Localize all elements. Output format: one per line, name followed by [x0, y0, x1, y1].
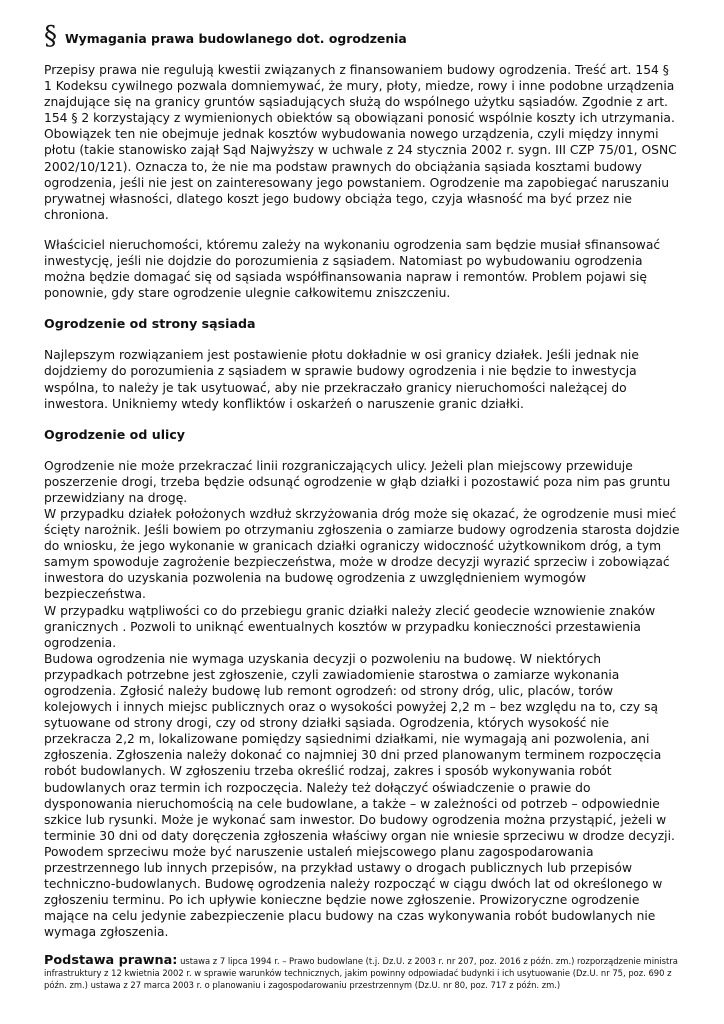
legal-basis-label: Podstawa prawna: [44, 952, 178, 968]
street-paragraph-4: Budowa ogrodzenia nie wymaga uzyskania decyzji o pozwoleniu na budowę. W niektórych przypadkach potrzebne jest zgłoszenie, czyli zawiadomienie starostwa o zamiarze wykonania ogrodzenia. Zgłosić należy budowę lub remont ogrodzeń: od strony dróg, ulic, placów, torów kolejowych i innych miejsc publicznych oraz o wysokości powyżej 2,2 m – bez względu na to, czy są sytuowane od strony drogi, czy od strony działki sąsiada. Ogrodzenia, których wysokość nie przekracza 2,2 m, lokalizowane pomiędzy sąsiednimi działkami, nie wymagają ani pozwolenia, ani zgłoszenia. Zgłoszenia należy dokonać co najmniej 30 dni przed planowanym terminem rozpoczęcia robót budowlanych. W zgłoszeniu trzeba określić rodzaj, zakres i sposób wykonywania robót budowlanych oraz termin ich rozpoczęcia. Należy też dołączyć oświadczenie o prawie do dysponowania nieruchomością na cele budowlane, a także – w zależności od potrzeb – odpowiednie szkice lub rysunki. Może je wykonać sam inwestor. Do budowy ogrodzenia można przystąpić, jeżeli w terminie 30 dni od daty doręczenia zgłoszenia właściwy organ nie wniesie sprzeciwu w drodze decyzji. Powodem sprzeciwu może być naruszenie ustaleń miejscowego planu zagospodarowania przestrzennego lub innych przepisów, na przykład ustawy o drogach publicznych lub przepisów techniczno-budowlanych. Budowę ogrodzenia należy rozpocząć w ciągu dwóch lat od określonego w zgłoszeniu terminu. Po ich upływie konieczne będzie nowe zgłoszenie. Prowizoryczne ogrodzenie mające na celu jedynie zabezpieczenie placu budowy na czas wykonywania robót budowlanych nie wymaga zgłoszenia. [44, 651, 675, 940]
street-paragraph-2: W przypadku działek położonych wzdłuż skrzyżowania dróg może się okazać, że ogrodzenie musi mieć ścięty narożnik. Jeśli bowiem po otrzymaniu zgłoszenia o zamiarze budowy ogrodzenia starosta dojdzie do wniosku, że jego wykonanie w granicach działki ograniczy widoczność użytkownikom dróg, a tym samym spowoduje zagrożenie bezpieczeństwa, może w drodze decyzji wyrazić sprzeciw i zobowiązać inwestora do uzyskania pozwolenia na budowę ogrodzenia z uwzględnieniem wymogów bezpieczeństwa. [44, 506, 680, 602]
intro-paragraph-1: Przepisy prawa nie regulują kwestii związanych z finansowaniem budowy ogrodzenia. Treść art. 154 § 1 Kodeksu cywilnego pozwala domniemywać, że mury, płoty, miedze, rowy i inne podobne urządzenia znajdujące się na granicy gruntów sąsiadujących służą do wspólnego użytku sąsiadów. Zgodnie z art. 154 § 2 korzystający z wymienionych obiektów są obowiązani ponosić wspólnie koszty ich utrzymania. Obowiązek ten nie obejmuje jednak kosztów wybudowania nowego urządzenia, czyli między innymi płotu (takie stanowisko zajął Sąd Najwyższy w uchwale z 24 stycznia 2002 r. sygn. III CZP 75/01, OSNC 2002/10/121). Oznacza to, że nie ma podstaw prawnych do obciążania sąsiada kosztami budowy ogrodzenia, jeśli nie jest on zainteresowany jego powstaniem. Ogrodzenie ma zapobiegać naruszaniu prywatnej własności, dlatego koszt jego budowy obciąża tego, czyja własność ma być przez nie chroniona. [44, 63, 677, 222]
street-paragraph-1: Ogrodzenie nie może przekraczać linii rozgraniczających ulicy. Jeżeli plan miejscowy przewiduje poszerzenie drogi, trzeba będzie odsunąć ogrodzenie w głąb działki i pozostawić poza nim pas gruntu przewidziany na drogę. [44, 458, 671, 505]
street-paragraph-3: W przypadku wątpliwości co do przebiegu granic działki należy zlecić geodecie wznowienie znaków granicznych . Pozwoli to uniknąć ewentualnych kosztów w przypadku konieczności przestawienia ogrodzenia. [44, 603, 656, 650]
intro-paragraph-2: Właściciel nieruchomości, któremu zależy na wykonaniu ogrodzenia sam będzie musiał sfinansować inwestycję, jeśli nie dojdzie do porozumienia z sąsiadem. Natomiast po wybudowaniu ogrodzenia można będzie domagać się od sąsiada współfinansowania napraw i remontów. Problem pojawi się ponownie, gdy stare ogrodzenie ulegnie całkowitemu zniszczeniu. [44, 237, 661, 301]
section-heading-street: Ogrodzenie od ulicy [44, 426, 186, 442]
title-text: Wymagania prawa budowlanego dot. ogrodzenia [65, 31, 407, 46]
paragraph-symbol-icon: § [44, 21, 57, 51]
neighbor-paragraph: Najlepszym rozwiązaniem jest postawienie płotu dokładnie w osi granicy działek. Jeśli jednak nie dojdziemy do porozumienia z sąsiadem w sprawie budowy ogrodzenia i nie będzie to inwestycja wspólna, to należy je tak usytuować, aby nie przekraczało granicy nieruchomości należącej do inwestora. Unikniemy wtedy konfliktów i oskarżeń o naruszenie granic działki. [44, 348, 639, 411]
legal-basis [44, 952, 680, 992]
legal-basis-text: ustawa z 7 lipca 1994 r. – Prawo budowlane (t.j. Dz.U. z 2003 r. nr 207, poz. 2016 z późn. zm.) rozporządzenie ministra infrastruktury z 12 kwietnia 2002 r. w sprawie warunków technicznych, jakim powinny odpowiadać budynki i ich usytuowanie (Dz.U. nr 75, poz. 690 z późn. zm.) ustawa z 27 marca 2003 r. o planowaniu i zagospodarowaniu przestrzennym (Dz.U. nr 80, poz. 717 z późn. zm.) [44, 955, 678, 990]
section-heading-neighbor: Ogrodzenie od strony sąsiada [44, 316, 256, 332]
document-title [44, 22, 680, 50]
